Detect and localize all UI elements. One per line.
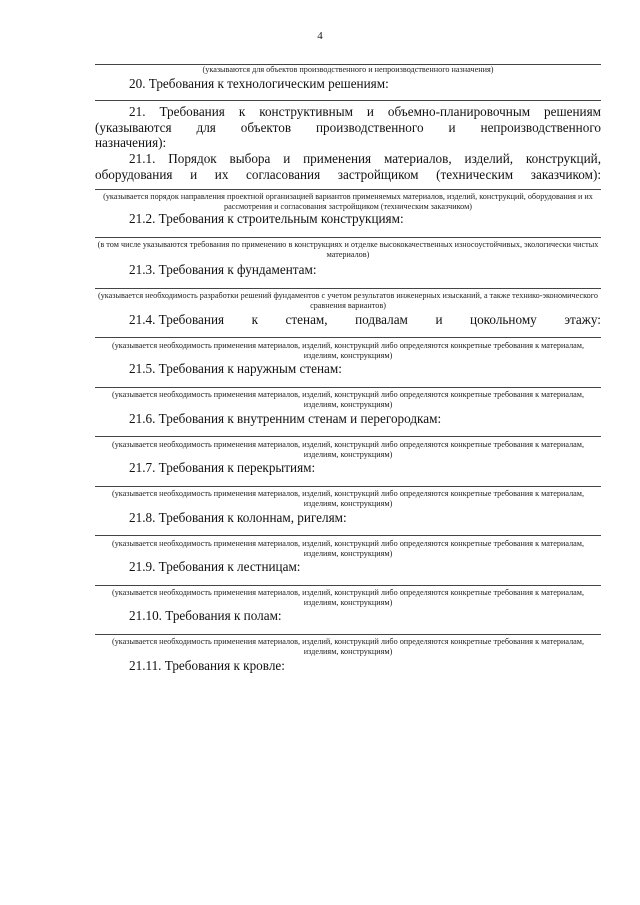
section-21-line-3: назначения):	[95, 135, 167, 150]
fill-line	[95, 436, 601, 437]
note-floors-slabs: (указывается необходимость применения материалов, изделий, конструкций либо определяются конкретные требования к материалам, изделиям, конструкциям)	[111, 489, 585, 508]
section-21-line-2: (указываются для объектов производственного и непроизводственного	[95, 119, 601, 135]
note-external-walls: (указывается необходимость применения материалов, изделий, конструкций либо определяются конкретные требования к материалам, изделиям, конструкциям)	[111, 390, 585, 409]
note-columns: (указывается необходимость применения материалов, изделий, конструкций либо определяются конкретные требования к материалам, изделиям, конструкциям)	[111, 539, 585, 558]
section-21-title	[95, 104, 601, 151]
s21-4-word: и	[435, 312, 443, 327]
note-structures: (в том числе указываются требования по применению в конструкциях и отделке высококачественных износоустойчивых, экологически чистых материалов)	[97, 240, 599, 259]
note-stairs: (указывается необходимость применения материалов, изделий, конструкций либо определяются конкретные требования к материалам, изделиям, конструкциям)	[111, 588, 585, 607]
s21-4-word: к	[251, 312, 259, 327]
section-21-8-title: 21.8. Требования к колоннам, ригелям:	[129, 510, 347, 525]
fill-line	[95, 535, 601, 536]
fill-line	[95, 337, 601, 338]
section-21-1-title	[95, 151, 601, 182]
section-21-7-title: 21.7. Требования к перекрытиям:	[129, 460, 316, 475]
note-object-purpose: (указываются для объектов производственного и непроизводственного назначения)	[202, 65, 494, 74]
section-21-3-title: 21.3. Требования к фундаментам:	[129, 262, 317, 277]
section-21-6-title: 21.6. Требования к внутренним стенам и перегородкам:	[129, 411, 442, 426]
fill-line	[95, 189, 601, 190]
s21-4-word: 21.4. Требования	[129, 312, 225, 327]
section-21-1-line-1: 21.1. Порядок выбора и применения материалов, изделий, конструкций,	[129, 151, 601, 166]
fill-line	[95, 387, 601, 388]
note-materials-order: (указывается порядок направления проектной организацией вариантов применяемых материалов, изделий, конструкций, оборудования и их рассмотрения и согласования застройщиком (техническим заказчиком)	[103, 192, 593, 211]
page-number: 4	[317, 30, 323, 42]
section-21-5-title: 21.5. Требования к наружным стенам:	[129, 361, 342, 376]
note-internal-walls: (указывается необходимость применения материалов, изделий, конструкций либо определяются конкретные требования к материалам, изделиям, конструкциям)	[111, 440, 585, 459]
note-floors: (указывается необходимость применения материалов, изделий, конструкций либо определяются конкретные требования к материалам, изделиям, конструкциям)	[111, 637, 585, 656]
note-walls-basements: (указывается необходимость применения материалов, изделий, конструкций либо определяются конкретные требования к материалам, изделиям, конструкциям)	[111, 341, 585, 360]
section-21-9-title: 21.9. Требования к лестницам:	[129, 559, 301, 574]
section-21-11-title: 21.11. Требования к кровле:	[129, 658, 285, 673]
fill-line	[95, 237, 601, 238]
section-21-10-title: 21.10. Требования к полам:	[129, 608, 282, 623]
fill-line	[95, 585, 601, 586]
s21-4-word: цокольному	[470, 312, 537, 327]
section-21-4-title	[95, 312, 601, 328]
fill-line	[95, 634, 601, 635]
fill-line	[95, 486, 601, 487]
section-21-1-line-2: оборудования и их согласования застройщиком (техническим заказчиком):	[95, 166, 601, 182]
section-20-title: 20. Требования к технологическим решениям:	[129, 76, 389, 91]
s21-4-word: этажу:	[564, 312, 601, 327]
section-21-2-title: 21.2. Требования к строительным конструкциям:	[129, 211, 404, 226]
fill-line	[95, 100, 601, 101]
s21-4-word: подвалам	[355, 312, 408, 327]
section-21-line-1: 21. Требования к конструктивным и объемно-планировочным решениям	[129, 104, 601, 119]
note-foundations: (указывается необходимость разработки решений фундаментов с учетом результатов инженерных изысканий, а также технико-экономического сравнения вариантов)	[97, 291, 599, 310]
fill-line	[95, 288, 601, 289]
s21-4-word: стенам,	[285, 312, 328, 327]
